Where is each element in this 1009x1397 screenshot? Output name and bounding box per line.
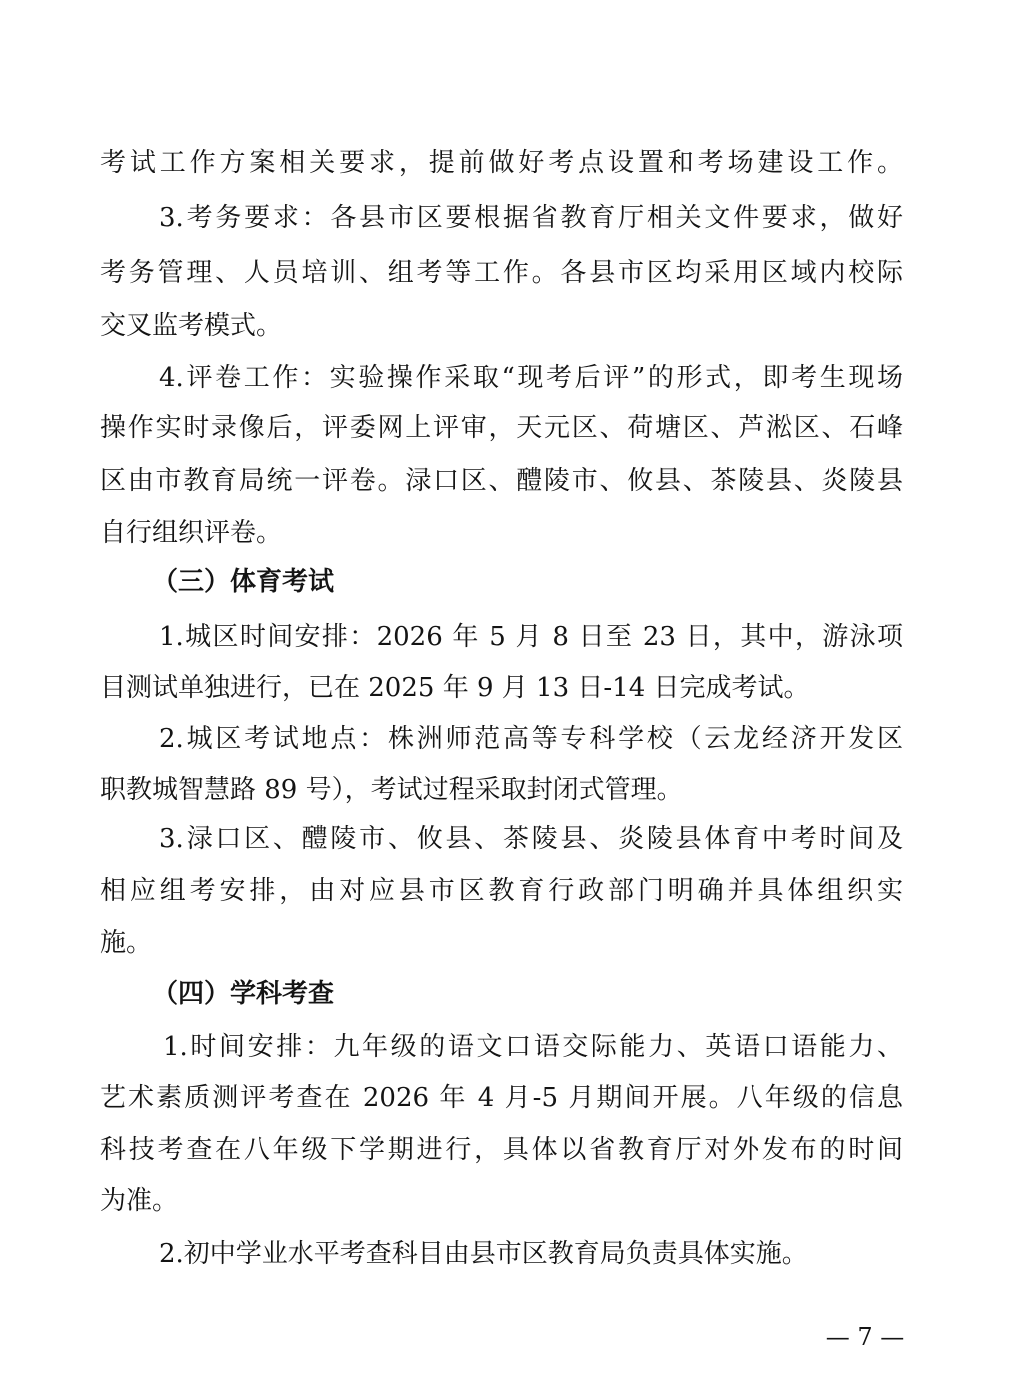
paragraph-line: 目测试单独进行，已在 2025 年 9 月 13 日-14 日完成考试。 (100, 673, 810, 703)
paragraph-line: 科技考查在八年级下学期进行，具体以省教育厅对外发布的时间 (100, 1135, 903, 1165)
section-heading-sports-exam: （三）体育考试 (152, 567, 335, 597)
paragraph-line: 施。 (100, 928, 153, 958)
paragraph-line: 2.初中学业水平考查科目由县市区教育局负责具体实施。 (159, 1239, 808, 1269)
paragraph-line: 相应组考安排，由对应县市区教育行政部门明确并具体组织实 (100, 876, 903, 906)
paragraph-line: 考试工作方案相关要求，提前做好考点设置和考场建设工作。 (100, 148, 903, 178)
paragraph-line: 区由市教育局统一评卷。渌口区、醴陵市、攸县、茶陵县、炎陵县 (100, 466, 903, 496)
paragraph-line: 操作实时录像后，评委网上评审，天元区、荷塘区、芦淞区、石峰 (100, 413, 903, 443)
section-heading-subject-assessment: （四）学科考查 (152, 979, 335, 1009)
page-number: — 7 — (825, 1323, 905, 1351)
paragraph-line: 交叉监考模式。 (100, 311, 283, 341)
paragraph-line: 职教城智慧路 89 号），考试过程采取封闭式管理。 (100, 775, 683, 805)
paragraph-line: 2.城区考试地点：株洲师范高等专科学校（云龙经济开发区 (159, 724, 903, 754)
paragraph-line: 考务管理、人员培训、组考等工作。各县市区均采用区域内校际 (100, 258, 903, 288)
paragraph-line: 3.考务要求：各县市区要根据省教育厅相关文件要求，做好 (159, 203, 903, 233)
paragraph-line: 为准。 (100, 1186, 179, 1216)
paragraph-line: 艺术素质测评考查在 2026 年 4 月-5 月期间开展。八年级的信息 (100, 1083, 903, 1113)
paragraph-line: 3.渌口区、醴陵市、攸县、茶陵县、炎陵县体育中考时间及 (159, 824, 903, 854)
paragraph-line: 1.时间安排：九年级的语文口语交际能力、英语口语能力、 (163, 1032, 903, 1062)
paragraph-line: 1.城区时间安排：2026 年 5 月 8 日至 23 日，其中，游泳项 (159, 622, 903, 652)
paragraph-line: 4.评卷工作：实验操作采取“现考后评”的形式，即考生现场 (159, 363, 903, 393)
paragraph-line: 自行组织评卷。 (100, 518, 283, 548)
